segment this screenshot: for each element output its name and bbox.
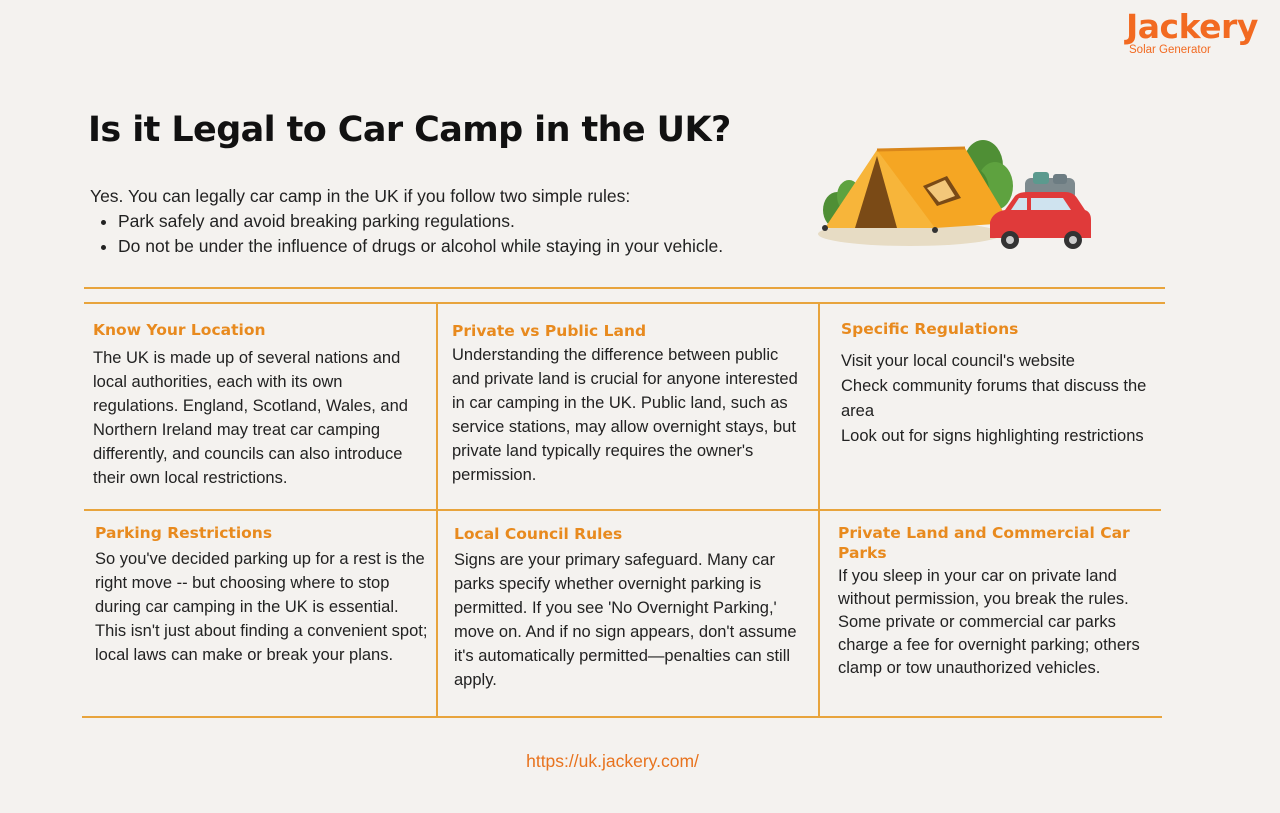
card-body: If you sleep in your car on private land without permission, you break the rules. Some private or commercial car parks charge a fee for overnight parking; others clamp or tow unauthorized vehicles. [838, 567, 1140, 677]
brand-tagline: Solar Generator [1129, 44, 1211, 56]
intro-bullet: • Do not be under the influence of drugs or alcohol while staying in your vehicle. [118, 234, 810, 259]
divider-top-outer [84, 287, 1165, 289]
list-item: Visit your local council's website [841, 352, 1075, 370]
intro-bullet-list [90, 209, 810, 259]
footer-website-link[interactable]: https://uk.jackery.com/ [526, 751, 699, 771]
card-local-council-rules [454, 524, 804, 692]
divider-column-2 [818, 302, 820, 717]
regulations-list [841, 349, 1161, 449]
brand-name: Jackery [1126, 7, 1258, 46]
card-body: Signs are your primary safeguard. Many car parks specify whether overnight parking is permitted. If you see 'No Overnight Parking,' move on. And if no sign appears, don't assume it's automatically permitted—penalties can still apply. [454, 551, 797, 689]
camping-illustration [815, 128, 1095, 253]
card-title: Private vs Public Land [452, 322, 647, 340]
card-title: Specific Regulations [841, 320, 1019, 338]
card-title: Know Your Location [93, 321, 266, 339]
intro-bullet: • Park safely and avoid breaking parking regulations. [118, 209, 810, 234]
card-body: So you've decided parking up for a rest is the right move -- but choosing where to stop during car camping in the UK is essential. This isn't just about finding a convenient spot; local laws can make or break your plans. [95, 550, 428, 664]
camping-scene-svg [815, 128, 1095, 253]
divider-column-1 [436, 302, 438, 717]
card-title: Private Land and Commercial Car Parks [838, 524, 1130, 562]
jackery-logo[interactable] [1126, 7, 1276, 56]
divider-middle [84, 509, 1161, 511]
intro-section [90, 184, 810, 259]
divider-top-inner [84, 302, 1165, 304]
card-body: The UK is made up of several nations and local authorities, each with its own regulations. England, Scotland, Wales, and Northern Ireland may treat car camping differently, and councils can also introduce their own local restrictions. [93, 349, 408, 487]
card-private-vs-public-land [452, 321, 810, 487]
card-specific-regulations [841, 319, 1161, 449]
intro-text: Yes. You can legally car camp in the UK if you follow two simple rules: [90, 186, 631, 206]
card-body: Understanding the difference between public and private land is crucial for anyone interested in car camping in the UK. Public land, such as service stations, may allow overnight stays, but private land typically requires the owner's permission. [452, 346, 798, 484]
card-know-your-location [93, 320, 431, 490]
list-item: Look out for signs highlighting restrictions [841, 427, 1144, 445]
card-parking-restrictions [95, 523, 430, 667]
card-private-land-commercial-car-parks [838, 523, 1160, 680]
divider-bottom [82, 716, 1162, 718]
page-title: Is it Legal to Car Camp in the UK? [88, 110, 731, 150]
list-item: Check community forums that discuss the area [841, 377, 1147, 420]
card-title: Local Council Rules [454, 525, 623, 543]
card-title: Parking Restrictions [95, 524, 273, 542]
